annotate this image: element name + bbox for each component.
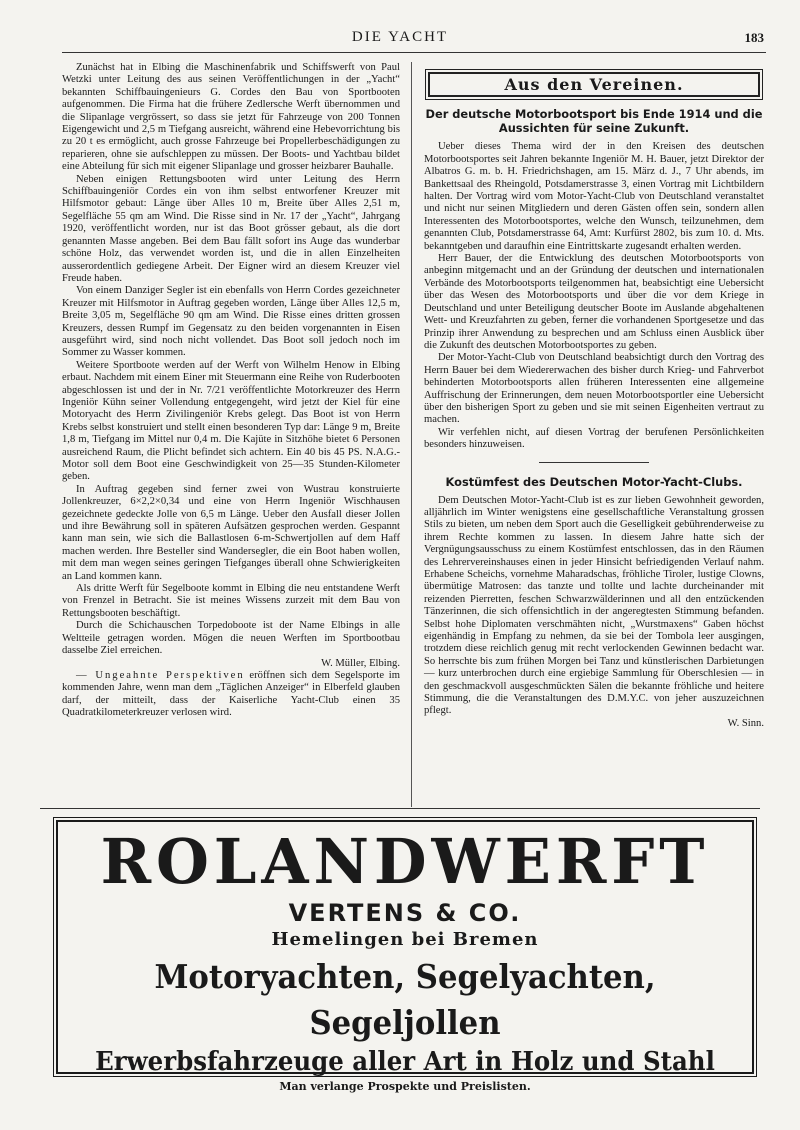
right-column bbox=[424, 62, 764, 730]
article-title: Der deutsche Motorbootsport bis Ende 1914 und die Aussichten für seine Zukunft. bbox=[425, 107, 763, 136]
ad-products: Motoryachten, Segelyachten, Segeljollen bbox=[154, 957, 656, 1042]
advertisement-box bbox=[56, 820, 754, 1093]
article-separator bbox=[539, 462, 649, 463]
paragraph: Neben einigen Rettungsbooten wird unter Leitung des Herrn Schiffbauingeniör Cordes ein von ihm selbst entworfener Kreuzer mit Hilfsmotor gebaut: Länge über Alles 10 m, Breite über Alles 2,51 m, Segelfläche 55 qm am Wind. Die Risse sind in Nr. 17 der „Yacht“, Jahrgang 1920, veröffentlicht worden, nur ist das Boot grösser gebaut, als die dort genannten Masse angeben. Bei dem Bau fällt sofort ins Auge das wunderbar schöne Holz, das verwendet worden ist, und die in allen Einzelheiten ausserordentlich gediegene Arbeit. Der Eigner wird an diesem Kreuzer viel Freude haben. bbox=[62, 173, 400, 284]
ad-vessel-types: Erwerbsfahrzeuge aller Art in Holz und Stahl bbox=[95, 1047, 715, 1077]
paragraph: In Auftrag gegeben sind ferner zwei von Wustrau konstruierte Jollenkreuzer, 6×2,2×0,34 und eine von Herrn Ingeniör Wischhausen gezeichnete gedeckte Jolle von 6,5 m Länge. Ueber den Ausfall dieser Jollen und ihre Bewährung soll in späteren Aufsätzen gesprochen werden. Gespannt kann man sein, wie sich die Ballastlosen 6-m-Schwertjollen auf dem Haff machen werden. Ihre Besteller sind Wandersegler, die ein Boot haben wollen, mit dem man wegen seines geringen Tiefganges überall ohne Schwierigkeiten an Land kommen kann. bbox=[62, 483, 400, 582]
column-divider bbox=[411, 62, 412, 807]
paragraph: Dem Deutschen Motor-Yacht-Club ist es zur lieben Gewohnheit geworden, alljährlich im Winter wenigstens eine gesellschaftliche Veranstaltung grossen Stils zu bieten, um neben dem Sport auch die Geselligkeit gebührenderweise zu ihrem Rechte kommen zu lassen. In diesem Jahre hatte sich der Vergnügungsausschuss zu einem Kostümfest entschlossen, das in den Räumen des Lehrervereinshauses einen in jeder Hinsicht befriedigenden Verlauf nahm. Erhabene Scheichs, vornehme Maharadschas, fröhliche Tiroler, lustige Clowns, übermütige Matrosen: das tanzte und tollte und lachte durcheinander mit reizenden Pierretten, feschen Schwarzwälderinnen und all den entzückenden Tänzerinnen, die sich offensichtlich in der angeregtesten Stimmung befanden. Selbst hohe Diplomaten verschmähten nicht, „Wurstmaxens“ Gaben höchst eigenhändig in Empfang zu nehmen, da sie bei der Tombola leer ausgingen, trotzdem diese reichlich genug mit recht verlockenden Gewinnen bedacht war. So herrschte bis zum frühen Morgen bei Tanz und künstlerischen Darbietungen — kurz unterbrochen durch eine ergiebige Sammlung für Oberschlesien — in den geschmackvoll ausgeschmückten Sälen die bekannte fröhliche und heitere Stimmung, die die Veranstaltungen des D.M.Y.C. von jeher auszuzeichnen pflegt. bbox=[424, 494, 764, 717]
author-signature: W. Sinn. bbox=[727, 717, 764, 729]
note-paragraph bbox=[62, 670, 400, 720]
ad-note: Man verlange Prospekte und Preislisten. bbox=[279, 1080, 531, 1093]
paragraph: Ueber dieses Thema wird der in den Kreisen des deutschen Motorbootsportes seit Jahren bekannte Ingeniör M. H. Bauer, jetzt Direktor der Albatros G. m. b. H. Friedrichshagen, am 15. März d. J., 7 Uhr abends, im Bankettsaal des Rheingold, Potsdamerstrasse 3, einen Vortrag mit Lichtbildern halten. Der Vortrag wird vom Motor-Yacht-Club von Deutschland veranstaltet und nicht nur seinen Mitgliedern und deren Gästen offen sein, sondern allen Interessenten des Motorbootsportes, welche den Wunsch, teilzunehmen, dem genannten Club, Potsdamerstrasse 64, Amt: Kurfürst 2802, bis zum 10. d. Mts. bekanntgeben und daraufhin eine Eintrittskarte zugesandt erhalten werden. bbox=[424, 141, 764, 252]
page-header-title: DIE YACHT bbox=[351, 29, 449, 45]
paragraph: Von einem Danziger Segler ist ein ebenfalls von Herrn Cordes gezeichneter Kreuzer mit Hilfsmotor in Auftrag gegeben worden, Länge über Alles 12,5 m, Breite 3,05 m, Segelfläche 90 qm am Wind. Die Risse eines dritten grossen Kreuzers, dessen Rumpf im Gegensatz zu den beiden vorgenannten in Eisen ausgeführt wird, sind noch nicht vollendet. Das Boot soll jedoch noch im Sommer zu Wasser kommen. bbox=[62, 285, 400, 359]
ad-location: Hemelingen bei Bremen bbox=[271, 929, 539, 950]
paragraph: Der Motor-Yacht-Club von Deutschland beabsichtigt durch den Vortrag des Herrn Bauer bei dem Wiedererwachen des bisher durch Krieg- und Fahrverbot behinderten Motorbootsports allen früheren Interessenten eine allgemeine Auffrischung der Erinnerungen, dem neuen Motorbootsportler eine Uebersicht über den bisherigen Sport zu geben und sie mit seinen Eigenheiten vertraut zu machen. bbox=[424, 352, 764, 426]
paragraph: Durch die Schichauschen Torpedoboote ist der Name Elbings in alle Weltteile getragen worden. Mögen die neuen Werften im Sportbootbau dasselbe Ziel erreichen. bbox=[62, 620, 400, 657]
page-number: 183 bbox=[744, 30, 764, 45]
author-signature: W. Müller, Elbing. bbox=[321, 657, 400, 669]
note-spaced-lead: — Ungeahnte Perspektiven bbox=[76, 669, 245, 681]
content-bottom-rule bbox=[40, 808, 760, 809]
paragraph: Herr Bauer, der die Entwicklung des deutschen Motorbootsports von anbeginn mitgemacht und an der Gründung der deutschen und internationalen Verbände des Motorbootsports teilgenommen hat, beabsichtigt eine Uebersicht über das Wesen des Motorbootsports und über die vor dem Kriege in Deutschland und unter Beteiligung deutscher Boote im Auslande abgehaltenen Wett- und Kreuzfahrten zu geben, ferner die vorhandenen Sportgesetze und das Prinzip ihrer Anwendung zu besprechen und am Schluss einen Ausblick über die Zukunft des deutschen Motorbootsportes zu geben. bbox=[424, 253, 764, 351]
article-title: Kostümfest des Deutschen Motor-Yacht-Clubs. bbox=[445, 474, 743, 489]
header-rule bbox=[62, 52, 766, 53]
left-column bbox=[62, 62, 400, 720]
paragraph: Wir verfehlen nicht, auf diesen Vortrag der berufenen Persönlichkeiten besonders hinzuweisen. bbox=[424, 426, 764, 451]
section-title-box: Aus den Vereinen. bbox=[428, 72, 760, 97]
ad-brand-name: ROLANDWERFT bbox=[100, 825, 710, 898]
paragraph: Zunächst hat in Elbing die Maschinenfabrik und Schiffswerft von Paul Wetzki unter Leitung des aus seinen Veröffentlichungen in der „Yacht“ bekannten Schiffbauingenieurs G. Cordes den Bau von Sportbooten aufgenommen. Die Firma hat die frühere Zedlersche Werft übernommen und die Slipanlage vergrössert, so dass sie jetzt für Fahrzeuge von 200 Tonnen Eigengewicht und 2,5 m Tiefgang ausreicht, während eine Hebevorrichtung bis zu 20 t es ermöglicht, auch grosse Fahrzeuge bei Propellerbeschädigungen zu reparieren, ohne sie aufschleppen zu müssen. Der Boots- und Yachtbau bildet eine Abteilung für sich mit eigener Slipanlage und grosser heizbarer Bauhalle. bbox=[62, 62, 400, 173]
paragraph: Als dritte Werft für Segelboote kommt in Elbing die neu entstandene Werft von Frenzel in Betracht. Sie ist meines Wissens zurzeit mit dem Bau von Rettungsbooten beschäftigt. bbox=[62, 583, 400, 619]
note-text: eröffnen sich dem Segelsporte im kommenden Jahre, wenn man dem „Täglichen Anzeiger“ in Elberfeld glauben darf, der mitteilt, dass der Kaiserliche Yacht-Club einen 35 Quadratkilometerkreuzer verlosen wird. bbox=[62, 669, 400, 719]
paragraph: Weitere Sportboote werden auf der Werft von Wilhelm Henow in Elbing erbaut. Nachdem mit einem Einer mit Steuermann eine Reihe von Ruderbooten abgeschlossen ist und der in Nr. 7/21 veröffentlichte Motorkreuzer des Herrn Ingeniör Kühn seiner Vollendung entgegengeht, wird jetzt der Kiel für eine Motoryacht des Herrn Zivilingeniör Krebs gelegt. Das Boot ist von Herrn Krebs selbst konstruiert und stellt einen besonderen Typ dar: Länge 9 m, Breite 1,8 m, Tiefgang im Mittel nur 0,4 m. Die Kajüte in Sitzhöhe bietet 6 Personen ausreichend Raum, die Plicht befindet sich achtern. Ein 40 bis 45 PS. N.A.G.-Motor soll dem Boot eine Geschwindigkeit von 25—35 Stunden-Kilometer geben. bbox=[62, 359, 400, 483]
ad-company-name: VERTENS & CO. bbox=[288, 899, 522, 927]
